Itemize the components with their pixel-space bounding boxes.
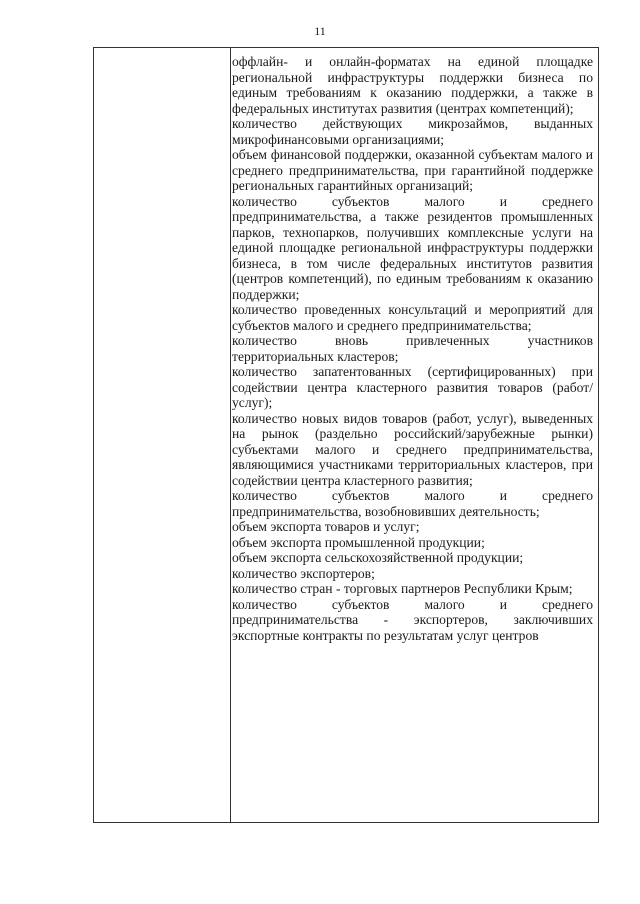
indicator-paragraph: количество проведенных консультаций и мероприятий для субъектов малого и среднего предпринимательства; [232,302,593,333]
indicator-paragraph: количество субъектов малого и среднего предпринимательства, а также резидентов промышленных парков, технопарков, получивших комплексные услуги на единой площадке региональной инфраструктуры поддержки бизнеса, в том числе федеральных институтов развития (центров компетенций), по единым требованиям к оказанию поддержки; [232,193,593,302]
indicator-paragraph: количество действующих микрозаймов, выданных микрофинансовыми организациями; [232,116,593,147]
indicator-paragraph: количество экспортеров; [232,565,375,581]
table-left-cell [94,48,231,822]
indicator-paragraph: объем экспорта сельскохозяйственной продукции; [232,550,524,565]
indicator-paragraph: количество новых видов товаров (работ, услуг), выведенных на рынок (раздельно российский/зарубежные рынки) субъектами малого и среднего предпринимательства, являющимися участниками территориальных кластеров, при содействии центра кластерного развития; [232,410,593,488]
indicator-paragraph: оффлайн- и онлайн-форматах на единой площадке региональной инфраструктуры поддержки бизнеса по единым требованиям к оказанию поддержки, а также в федеральных институтах развития (центрах компетенций); [232,54,593,116]
indicator-paragraph: количество субъектов малого и среднего предпринимательства, возобновивших деятельность; [232,488,593,519]
indicator-paragraph: количество стран - торговых партнеров Республики Крым; [232,581,573,596]
indicator-paragraph: количество вновь привлеченных участников территориальных кластеров; [232,333,593,364]
indicator-paragraph: количество субъектов малого и среднего предпринимательства - экспортеров, заключивших экспортные контракты по результатам услуг центров [232,596,593,643]
page-number: 11 [314,24,326,38]
indicator-paragraph: количество запатентованных (сертифицированных) при содействии центра кластерного развития товаров (работ/услуг); [232,364,593,410]
document-table [93,47,599,823]
indicator-paragraph: объем экспорта промышленной продукции; [232,534,485,550]
indicator-paragraph: объем экспорта товаров и услуг; [232,519,420,534]
table-right-cell [232,54,593,643]
indicator-paragraph: объем финансовой поддержки, оказанной субъектам малого и среднего предпринимательства, при гарантийной поддержке региональных гарантийных организаций; [232,147,593,193]
